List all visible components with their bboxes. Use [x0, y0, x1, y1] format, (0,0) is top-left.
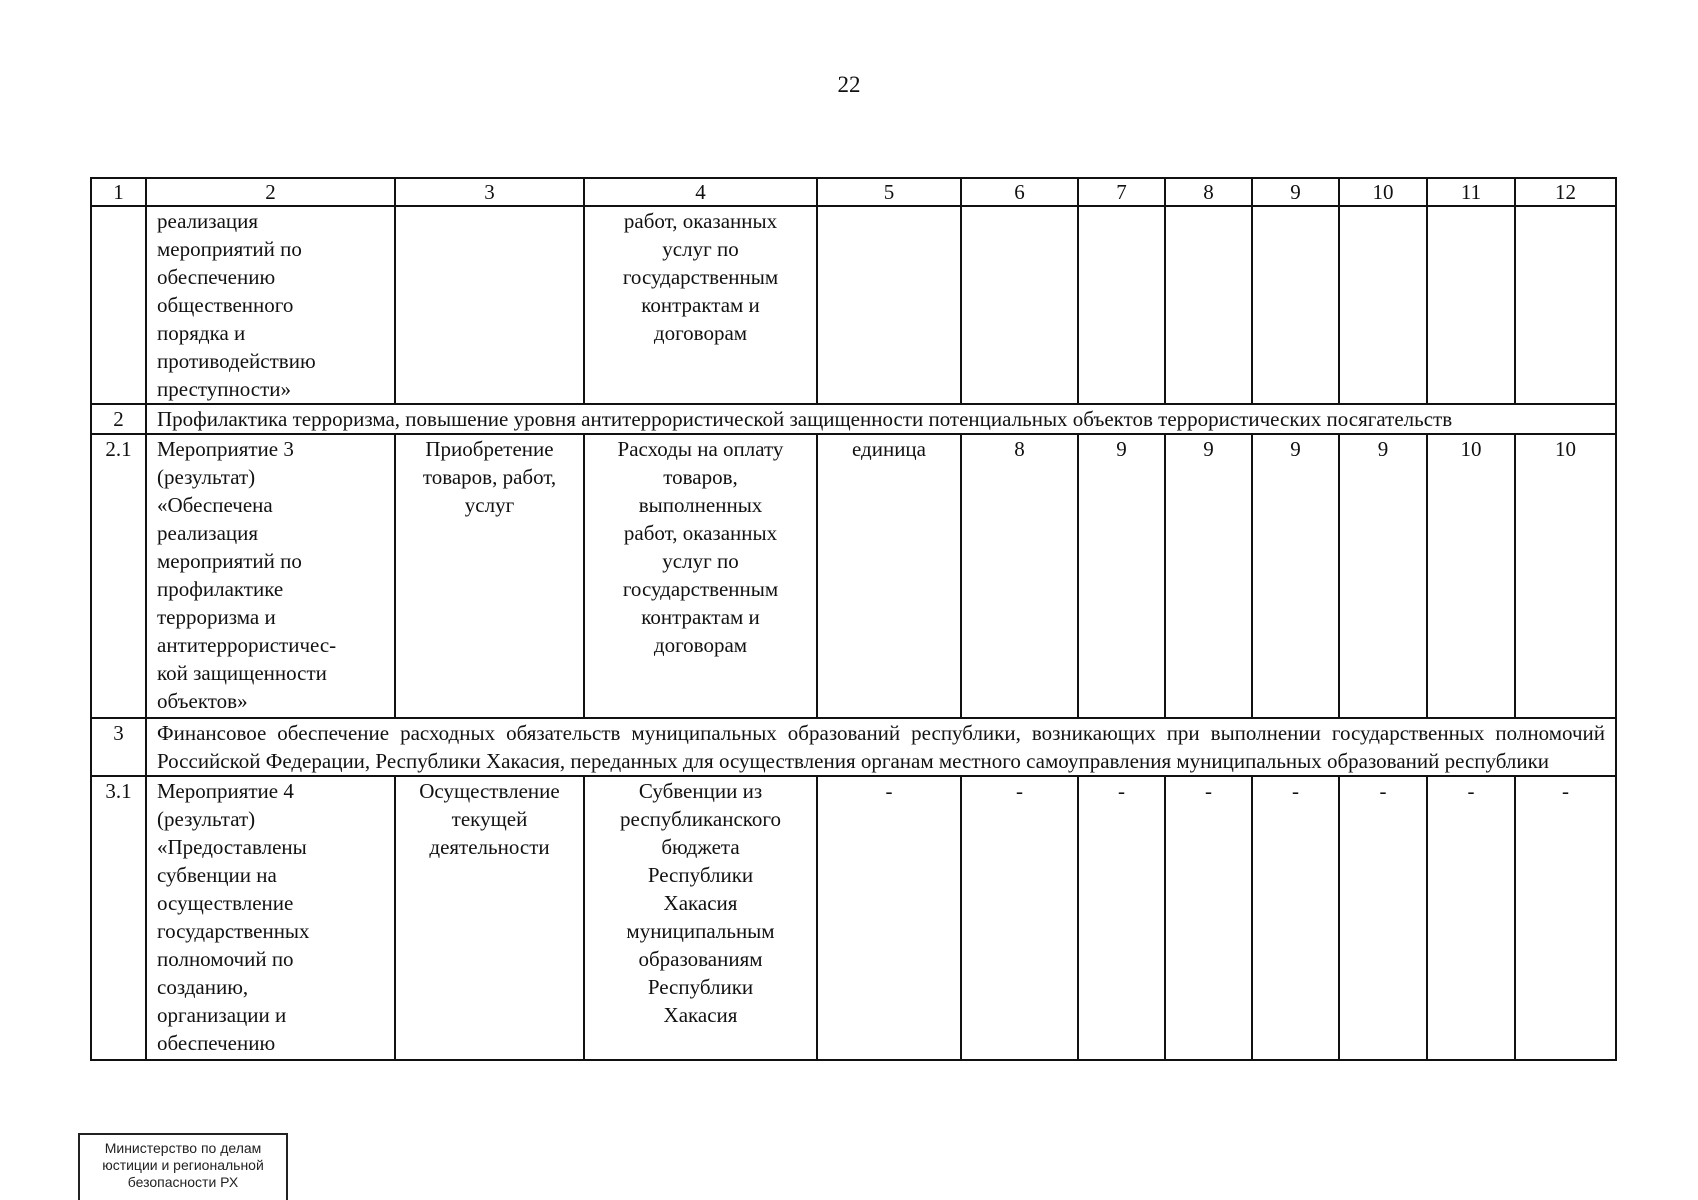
column-number: 12	[1515, 178, 1616, 206]
value-cell: 8	[961, 434, 1078, 718]
column-number: 9	[1252, 178, 1339, 206]
column-number-row	[91, 178, 1616, 206]
column-number: 5	[817, 178, 961, 206]
value-cell: 9	[1252, 434, 1339, 718]
table-row	[91, 776, 1616, 1060]
value-cell: -	[961, 776, 1078, 1060]
registration-stamp	[78, 1133, 288, 1200]
page-number: 22	[837, 72, 861, 97]
column-number: 8	[1165, 178, 1252, 206]
column-number: 2	[146, 178, 395, 206]
measure-name-cell: Мероприятие 4 (результат) «Предоставлены субвенции на осуществление государственных полномочий по созданию, организации и обеспечению	[146, 776, 395, 1060]
value-cell: -	[1339, 776, 1427, 1060]
section-row	[91, 718, 1616, 776]
table-row	[91, 434, 1616, 718]
measures-table	[90, 177, 1617, 1061]
value-cell: 10	[1427, 434, 1515, 718]
table-row-continuation	[91, 206, 1616, 404]
value-cell: -	[1078, 776, 1165, 1060]
measure-type-cell: Приобретение товаров, работ, услуг	[395, 434, 584, 718]
unit-cell: -	[817, 776, 961, 1060]
column-number: 4	[584, 178, 817, 206]
stamp-line: безопасности РХ	[127, 1174, 239, 1190]
section-number: 2	[91, 404, 146, 434]
stamp-line: Министерство по делам	[104, 1140, 262, 1156]
measure-type-cell: Осуществление текущей деятельности	[395, 776, 584, 1060]
value-cell: 10	[1515, 434, 1616, 718]
column-number: 6	[961, 178, 1078, 206]
measure-name-cell: реализация мероприятий по обеспечению общественного порядка и противодействию преступности»	[146, 206, 395, 404]
section-row	[91, 404, 1616, 434]
stamp-line: юстиции и региональной	[102, 1157, 264, 1173]
row-number: 3.1	[91, 776, 146, 1060]
column-number: 10	[1339, 178, 1427, 206]
column-number: 3	[395, 178, 584, 206]
measure-name-cell: Мероприятие 3 (результат) «Обеспечена реализация мероприятий по профилактике терроризма и антитеррористичес- кой защищенности объектов»	[146, 434, 395, 718]
value-cell: -	[1515, 776, 1616, 1060]
column-number: 11	[1427, 178, 1515, 206]
unit-cell: единица	[817, 434, 961, 718]
expense-cell: Расходы на оплату товаров, выполненных работ, оказанных услуг по государственным контрактам и договорам	[584, 434, 817, 718]
section-title: Финансовое обеспечение расходных обязательств муниципальных образований республики, возникающих при выполнении государственных полномочий Российской Федерации, Республики Хакасия, переданных для осуществления органам местного самоуправления муниципальных образований республики	[146, 718, 1616, 776]
expense-cell: Субвенции из республиканского бюджета Республики Хакасия муниципальным образованиям Республики Хакасия	[584, 776, 817, 1060]
column-number: 1	[91, 178, 146, 206]
expense-cell: работ, оказанных услуг по государственным контрактам и договорам	[584, 206, 817, 404]
section-title: Профилактика терроризма, повышение уровня антитеррористической защищенности потенциальных объектов террористических посягательств	[146, 404, 1616, 434]
value-cell: -	[1427, 776, 1515, 1060]
section-number: 3	[91, 718, 146, 776]
row-number: 2.1	[91, 434, 146, 718]
column-number: 7	[1078, 178, 1165, 206]
value-cell: 9	[1339, 434, 1427, 718]
value-cell: -	[1252, 776, 1339, 1060]
value-cell: 9	[1078, 434, 1165, 718]
value-cell: 9	[1165, 434, 1252, 718]
value-cell: -	[1165, 776, 1252, 1060]
